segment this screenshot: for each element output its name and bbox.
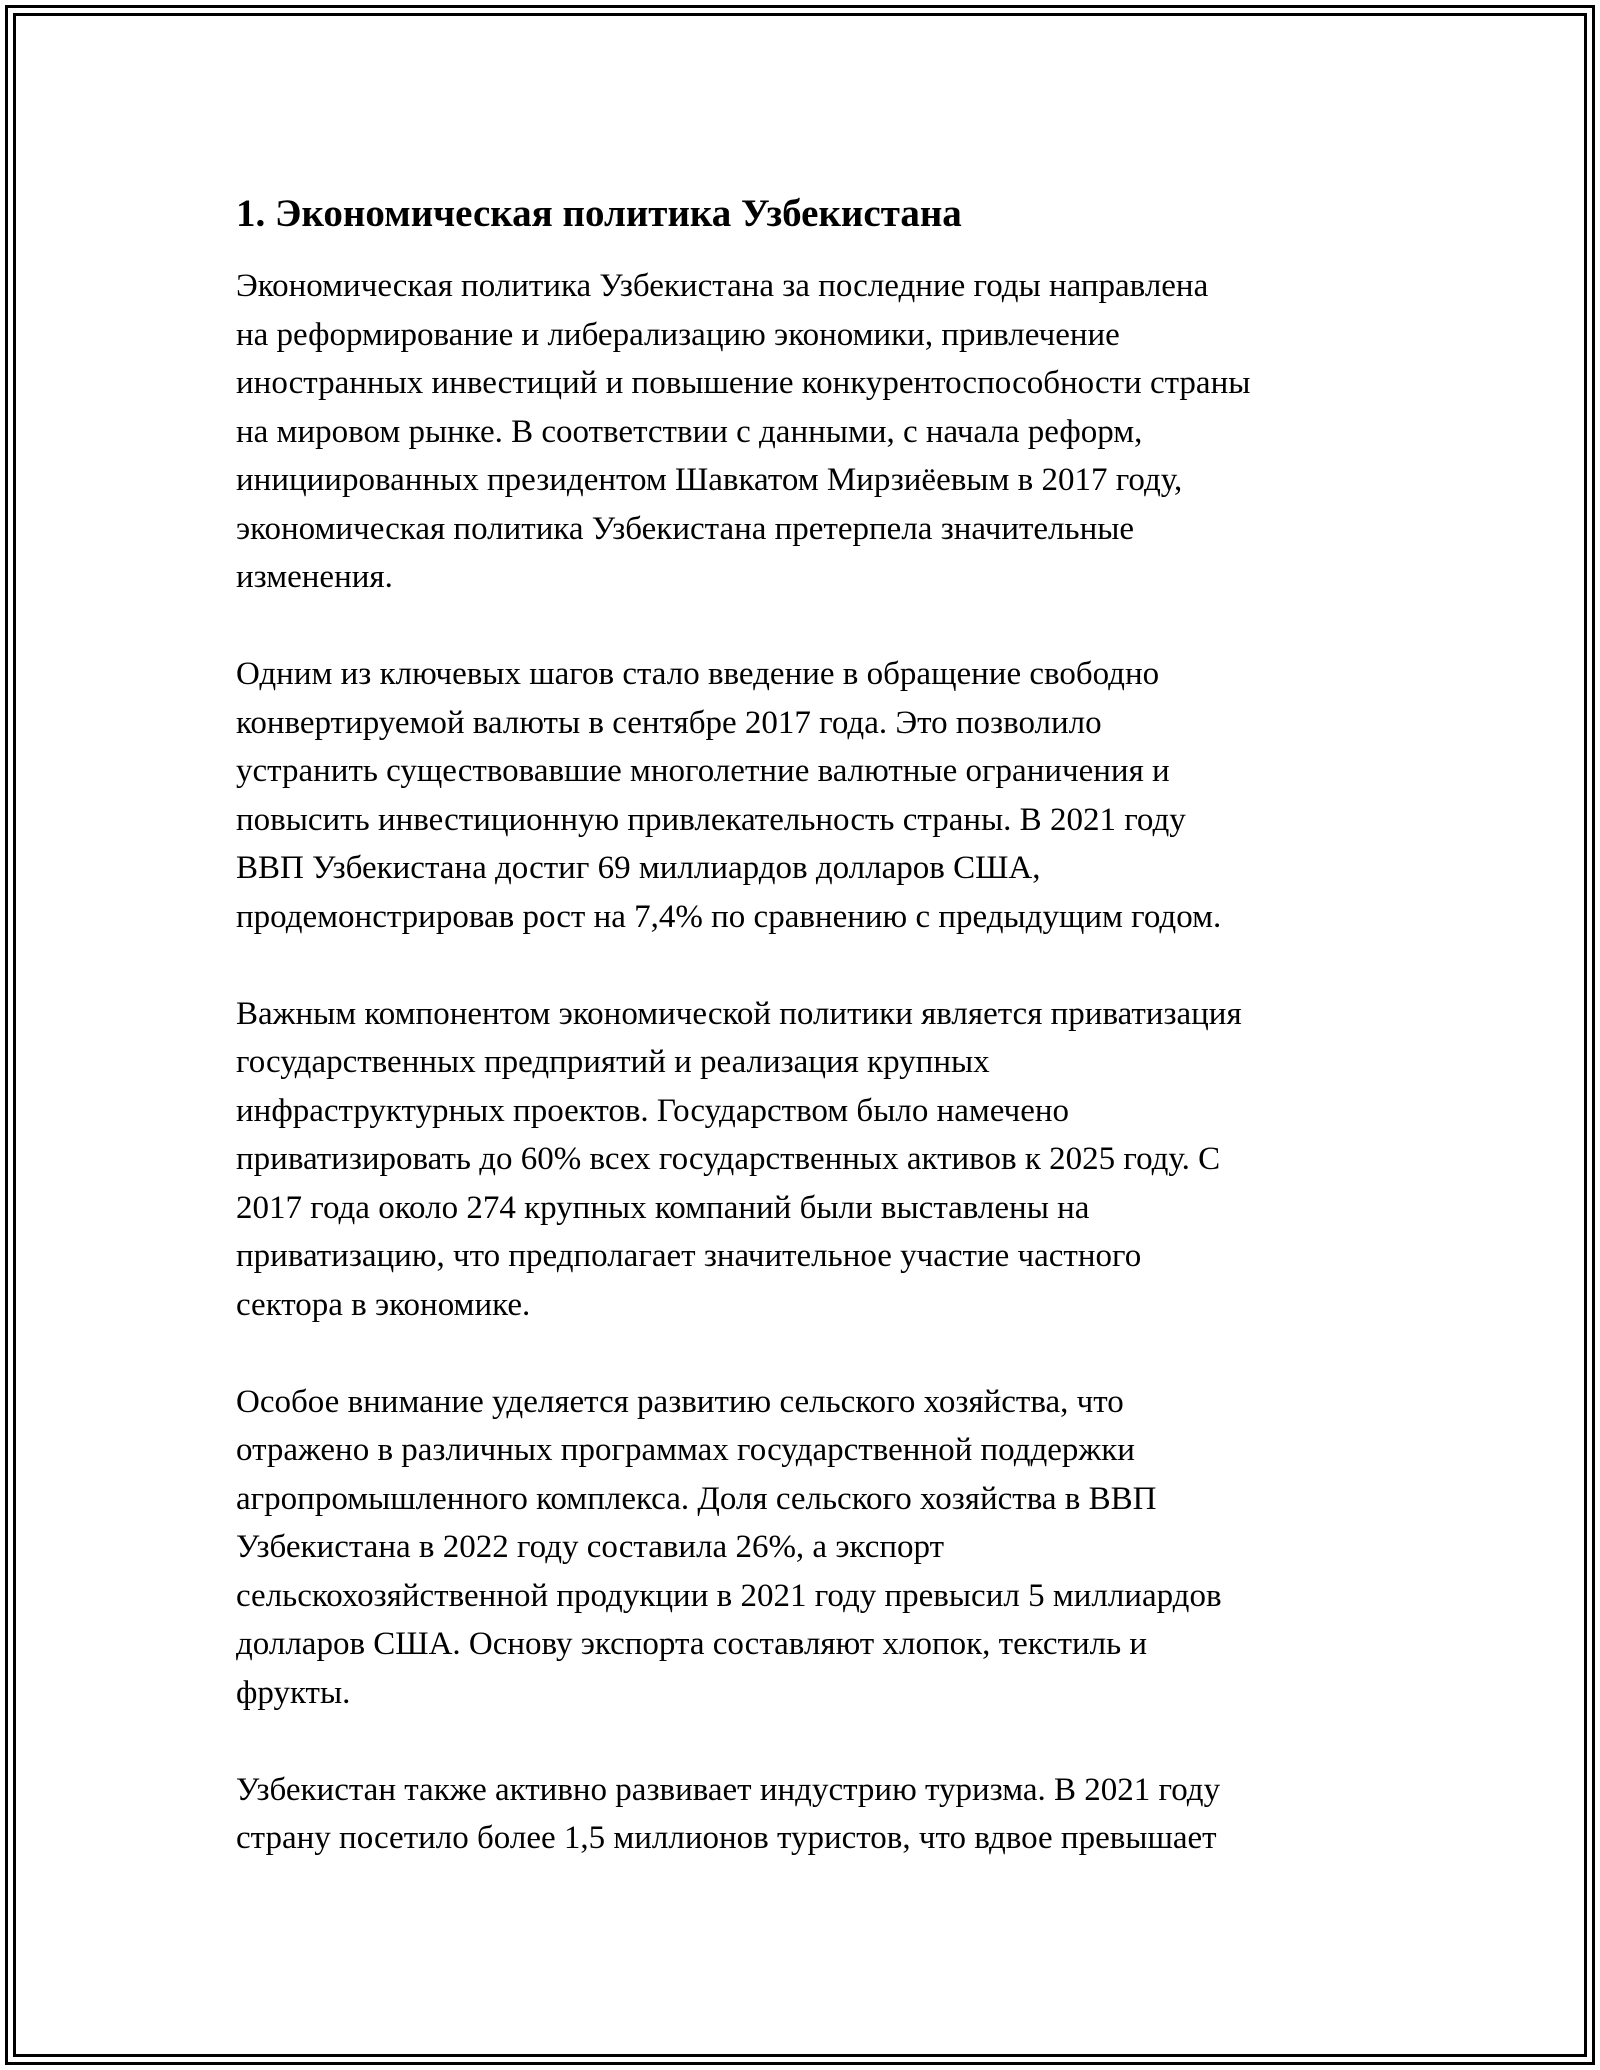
- text-line: сельскохозяйственной продукции в 2021 году превысил 5 миллиардов: [236, 1577, 1222, 1614]
- text-line: государственных предприятий и реализация крупных: [236, 1044, 990, 1080]
- text-line: приватизировать до 60% всех государственных активов к 2025 году. С: [236, 1141, 1221, 1177]
- paragraph: [236, 650, 1366, 941]
- text-line: иностранных инвестиций и повышение конкурентоспособности страны: [236, 365, 1251, 401]
- text-line: 2017 года около 274 крупных компаний были выставлены на: [236, 1189, 1090, 1226]
- text-line: экономическая политика Узбекистана претерпела значительные: [236, 510, 1135, 547]
- section-heading: 1. Экономическая политика Узбекистана: [236, 192, 962, 235]
- text-line: ВВП Узбекистана достиг 69 миллиардов долларов США,: [236, 850, 1041, 886]
- text-line: страну посетило более 1,5 миллионов туристов, что вдвое превышает: [236, 1820, 1217, 1856]
- paragraph: [236, 1766, 1366, 1863]
- text-line: агропромышленного комплекса. Доля сельского хозяйства в ВВП: [236, 1480, 1157, 1517]
- text-line: инфраструктурных проектов. Государством было намечено: [236, 1092, 1070, 1129]
- text-line: Одним из ключевых шагов стало введение в обращение свободно: [236, 656, 1160, 692]
- text-line: отражено в различных программах государственной поддержки: [236, 1432, 1135, 1468]
- text-line: на мировом рынке. В соответствии с данными, с начала реформ,: [236, 413, 1143, 450]
- text-line: конвертируемой валюты в сентябре 2017 года. Это позволило: [236, 704, 1102, 741]
- text-line: Особое внимание уделяется развитию сельского хозяйства, что: [236, 1383, 1124, 1420]
- text-line: сектора в экономике.: [236, 1286, 531, 1323]
- text-line: Узбекистана в 2022 году составила 26%, а экспорт: [236, 1529, 945, 1565]
- text-line: изменения.: [236, 559, 393, 595]
- text-line: Важным компонентом экономической политики является приватизация: [236, 995, 1242, 1032]
- text-line: Экономическая политика Узбекистана за последние годы направлена: [236, 268, 1209, 304]
- text-line: фрукты.: [236, 1674, 351, 1711]
- paragraph: [236, 262, 1366, 602]
- text-line: инициированных президентом Шавкатом Мирзиёевым в 2017 году,: [236, 462, 1183, 498]
- text-line: продемонстрировав рост на 7,4% по сравнению с предыдущим годом.: [236, 898, 1222, 935]
- paragraph: [236, 1378, 1366, 1718]
- text-line: повысить инвестиционную привлекательность страны. В 2021 году: [236, 801, 1186, 838]
- document-body: [236, 188, 1366, 1911]
- text-line: на реформирование и либерализацию экономики, привлечение: [236, 316, 1120, 353]
- text-line: долларов США. Основу экспорта составляют хлопок, текстиль и: [236, 1626, 1148, 1662]
- text-line: Узбекистан также активно развивает индустрию туризма. В 2021 году: [236, 1771, 1221, 1808]
- text-line: приватизацию, что предполагает значительное участие частного: [236, 1238, 1142, 1274]
- paragraph: [236, 990, 1366, 1330]
- paragraph-list: [236, 262, 1366, 1863]
- text-line: устранить существовавшие многолетние валютные ограничения и: [236, 753, 1170, 789]
